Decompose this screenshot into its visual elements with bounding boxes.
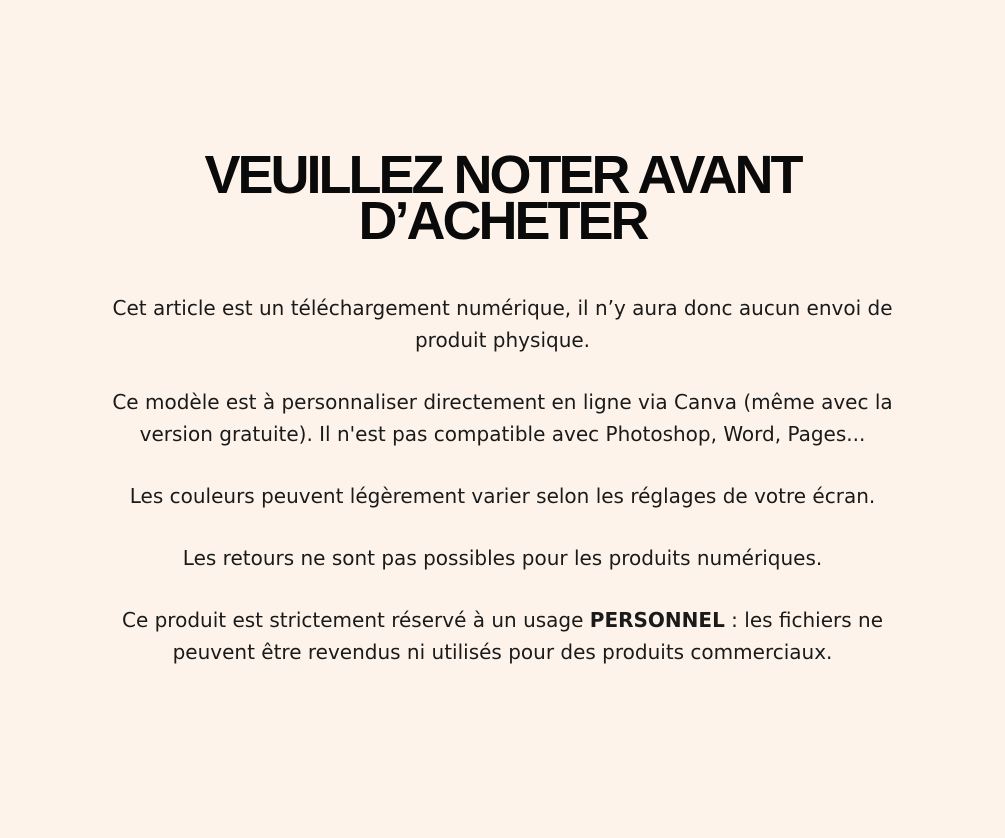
title-line-2: D’ACHETER	[358, 191, 647, 251]
note-returns-text: Les retours ne sont pas possibles pour les produits numériques.	[182, 546, 823, 570]
note-personal-use-before: Ce produit est strictement réservé à un usage	[121, 608, 590, 632]
note-digital-download-line-2: produit physique.	[414, 328, 591, 352]
note-colors	[60, 480, 945, 512]
note-digital-download	[60, 292, 945, 356]
note-canva-template-line-2: version gratuite). Il n'est pas compatible avec Photoshop, Word, Pages...	[139, 422, 866, 446]
note-canva-template	[60, 386, 945, 450]
title-line-1: VEUILLEZ NOTER AVANT	[204, 145, 801, 205]
note-personal-use-line-2: peuvent être revendus ni utilisés pour des produits commerciaux.	[172, 640, 833, 664]
note-canva-template-line-1: Ce modèle est à personnaliser directement en ligne via Canva (même avec la	[112, 390, 893, 414]
notes-list	[60, 292, 945, 698]
note-personal-use-emphasis: PERSONNEL	[589, 608, 725, 632]
note-digital-download-line-1: Cet article est un téléchargement numérique, il n’y aura donc aucun envoi de	[112, 296, 893, 320]
note-personal-use-after: : les fichiers ne	[724, 608, 884, 632]
note-returns	[60, 542, 945, 574]
note-personal-use	[60, 604, 945, 668]
page-title	[0, 145, 1005, 251]
note-colors-text: Les couleurs peuvent légèrement varier selon les réglages de votre écran.	[129, 484, 876, 508]
